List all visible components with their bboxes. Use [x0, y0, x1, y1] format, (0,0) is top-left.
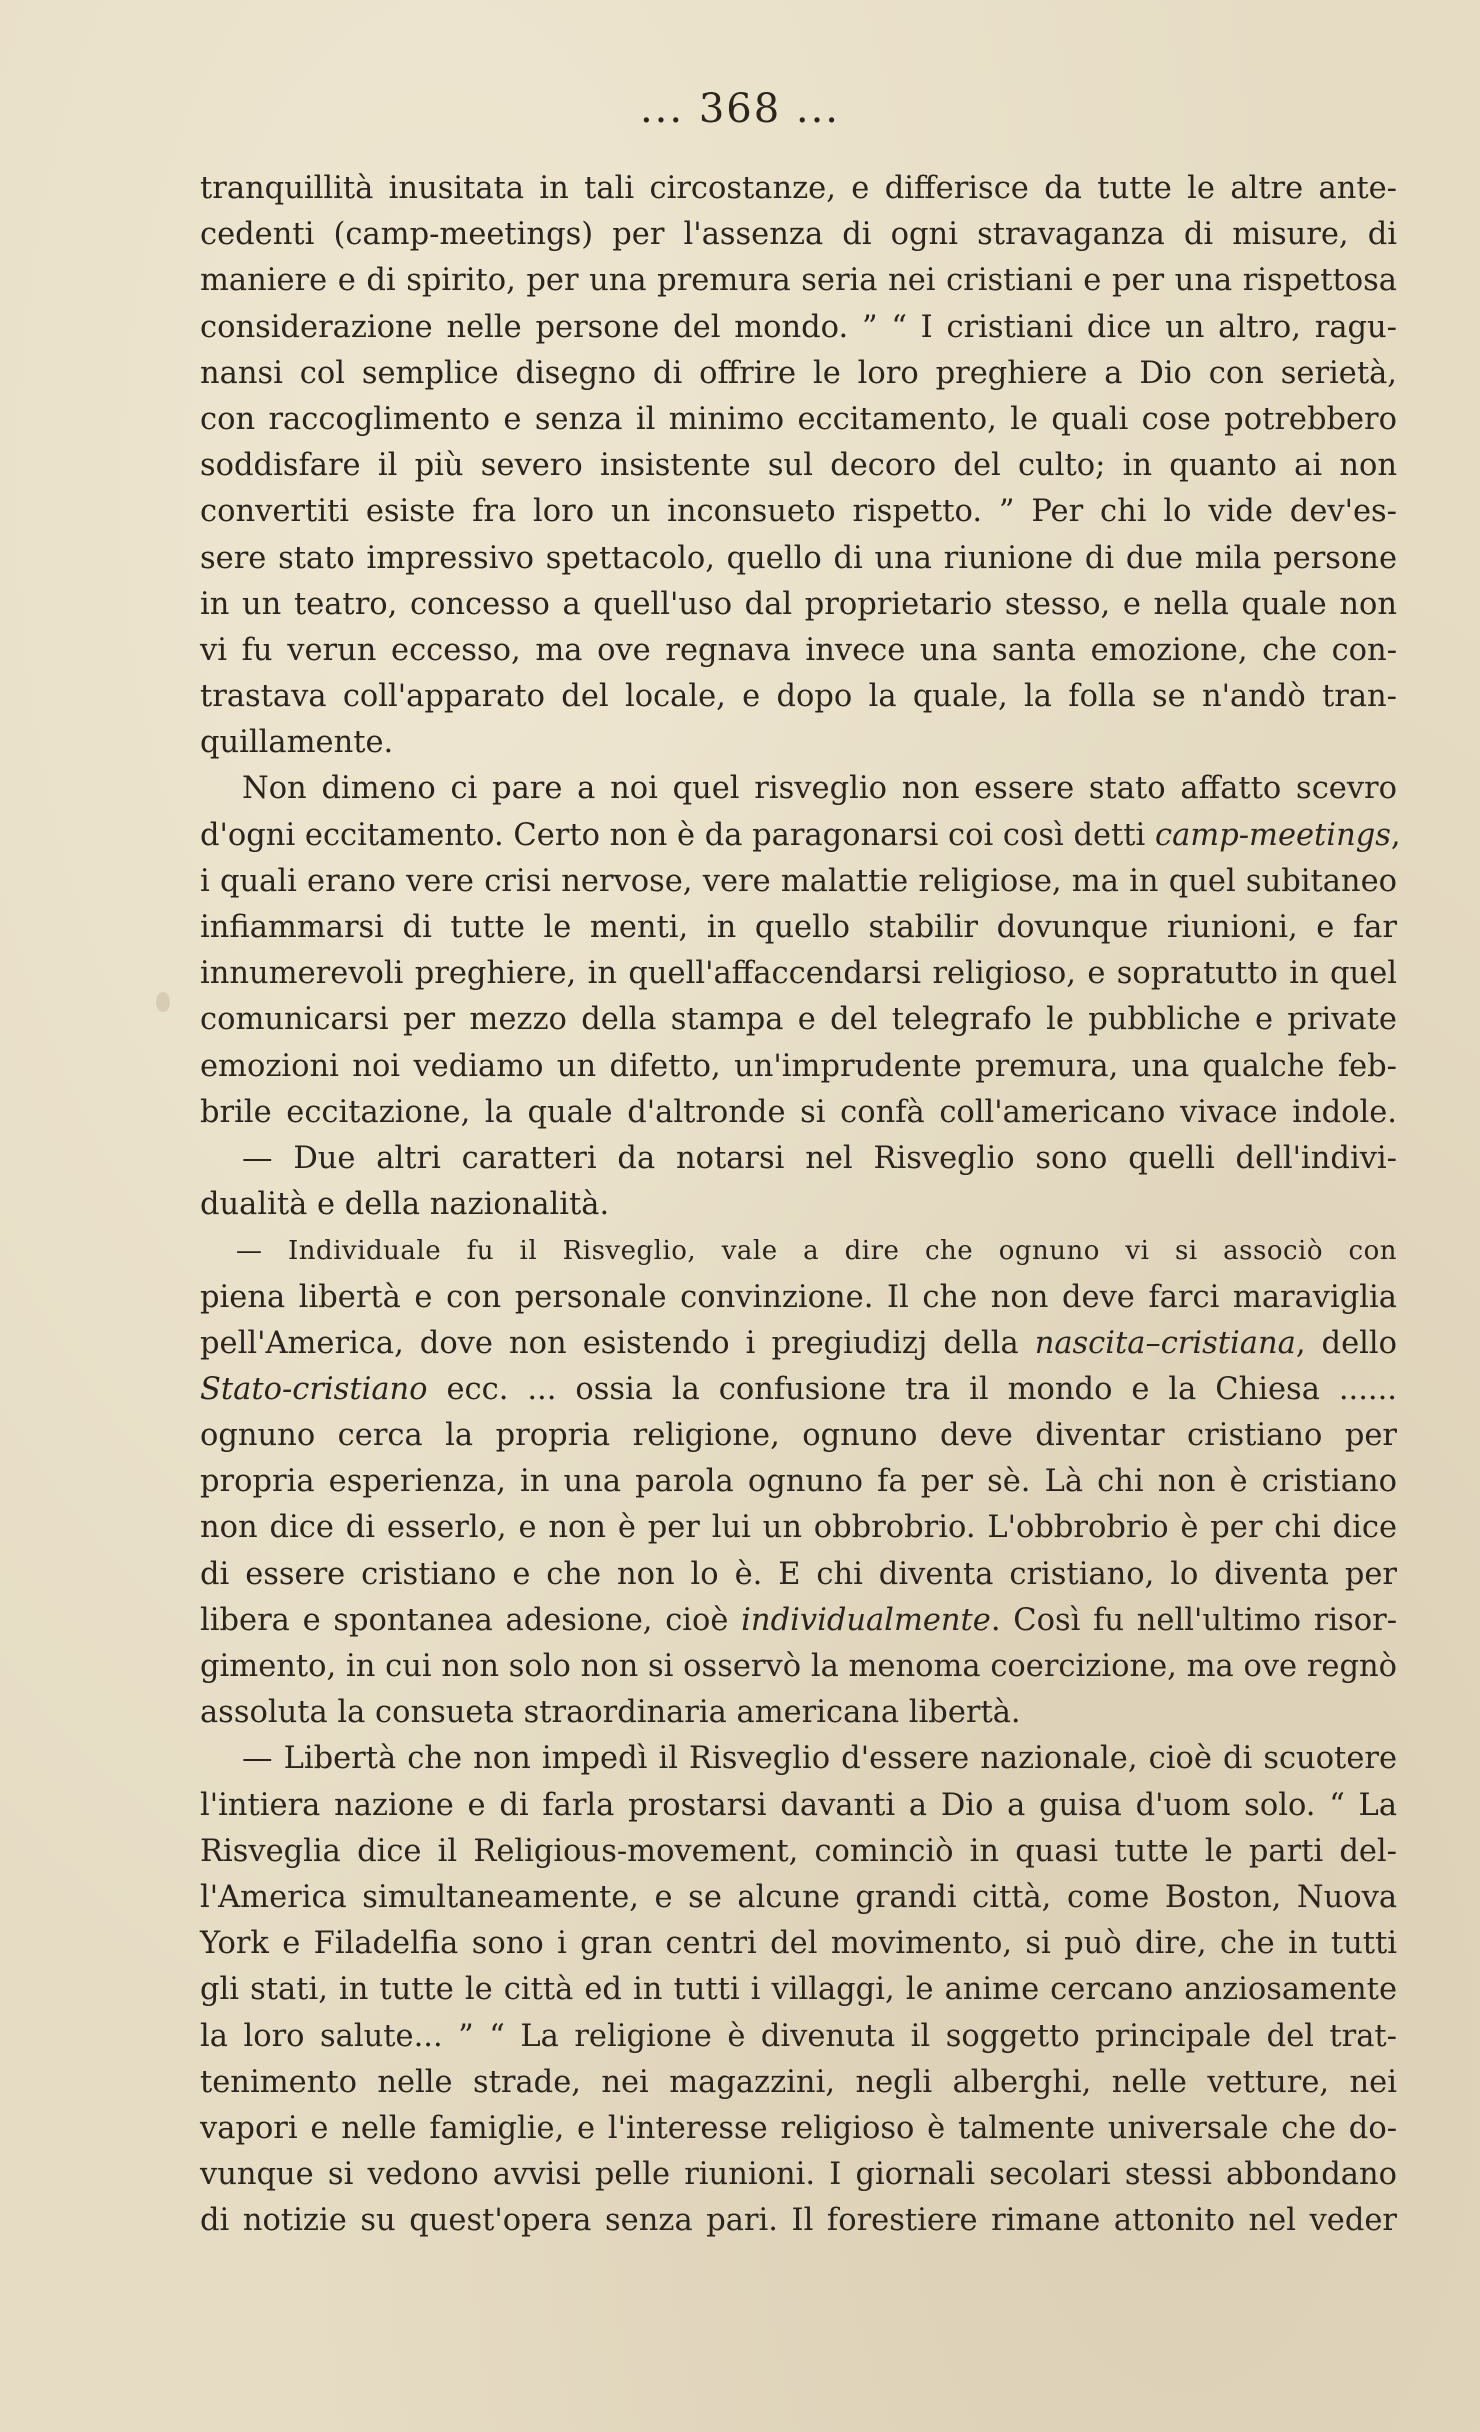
body-text: [200, 166, 1401, 2244]
text-line: [200, 1505, 1397, 1551]
text-segment: ecc. ... ossia la confusione tra il mondo e la Chiesa ......: [427, 1371, 1397, 1407]
text-segment: Non dimeno ci pare a noi quel risveglio non essere stato affatto scevro: [242, 771, 1397, 807]
text-line: [200, 443, 1397, 489]
text-line: [200, 951, 1397, 997]
text-line: [200, 813, 1401, 859]
text-segment: ognuno cerca la propria religione, ognuno deve diventar cristiano per: [200, 1418, 1397, 1454]
text-segment: pell'America, dove non esistendo i pregiudizj della: [200, 1325, 1035, 1361]
text-segment: assoluta la consueta straordinaria americana libertà.: [200, 1695, 1021, 1731]
text-segment: tenimento nelle strade, nei magazzini, negli alberghi, nelle vetture, nei: [200, 2064, 1397, 2100]
text-line: [200, 2106, 1397, 2152]
text-segment: . Così fu nell'ultimo risor-: [990, 1602, 1398, 1638]
text-line: [200, 166, 1397, 212]
text-line: [200, 305, 1397, 351]
text-segment: di essere cristiano e che non lo è. E chi diventa cristiano, lo diventa per: [200, 1556, 1397, 1592]
text-line: [200, 1090, 1397, 1136]
text-segment: York e Filadelfia sono i gran centri del movimento, si può dire, che in tutti: [200, 1926, 1397, 1962]
text-line: [200, 1136, 1397, 1182]
text-segment: brile eccitazione, la quale d'altronde si confà coll'americano vivace indole.: [200, 1094, 1397, 1130]
text-segment: in un teatro, concesso a quell'uso dal proprietario stesso, e nella quale non: [200, 586, 1397, 622]
text-segment: con raccoglimento e senza il minimo eccitamento, le quali cose potrebbero: [200, 401, 1397, 437]
text-line: [200, 212, 1397, 258]
text-line: [200, 2060, 1397, 2106]
text-line: [200, 351, 1397, 397]
text-segment: emozioni noi vediamo un difetto, un'imprudente premura, una qualche feb-: [200, 1048, 1397, 1084]
text-line: [200, 1552, 1397, 1598]
text-line: [200, 628, 1397, 674]
text-segment: — Libertà che non impedì il Risveglio d'essere nazionale, cioè di scuotere: [242, 1741, 1397, 1777]
text-line: [200, 1275, 1397, 1321]
text-segment: dualità e della nazionalità.: [200, 1187, 610, 1223]
text-segment: infiammarsi di tutte le menti, in quello stabilir dovunque riunioni, e far: [200, 910, 1397, 945]
text-line: [200, 1829, 1397, 1875]
text-segment: Risveglia dice il Religious-movement, cominciò in quasi tutte le parti del-: [200, 1833, 1397, 1869]
text-segment: l'America simultaneamente, e se alcune grandi città, come Boston, Nuova: [200, 1879, 1397, 1915]
text-line: [200, 1228, 1397, 1274]
text-line: [200, 1783, 1397, 1829]
text-line: [200, 1690, 1397, 1736]
page-number: ... 368 ...: [639, 86, 841, 132]
text-line: [200, 1644, 1397, 1690]
text-line: [200, 582, 1397, 628]
text-line: [200, 397, 1397, 443]
text-line: [200, 766, 1397, 812]
italic-phrase: nascita–cristiana: [1034, 1325, 1296, 1361]
text-segment: piena libertà e con personale convinzione. Il che non deve farci maraviglia: [200, 1279, 1397, 1315]
text-line: [200, 1875, 1397, 1921]
text-line: [200, 2152, 1397, 2198]
text-segment: nansi col semplice disegno di offrire le loro preghiere a Dio con serietà,: [200, 355, 1397, 391]
text-segment: — Due altri caratteri da notarsi nel Risveglio sono quelli dell'indivi-: [242, 1140, 1397, 1176]
text-line: [200, 1921, 1397, 1967]
text-line: [200, 1321, 1397, 1367]
text-line: [200, 2014, 1397, 2060]
text-line: [200, 1598, 1397, 1644]
text-segment: libera e spontanea adesione, cioè: [200, 1602, 742, 1638]
text-segment: i quali erano vere crisi nervose, vere malattie religiose, ma in quel subitaneo: [200, 863, 1397, 899]
text-segment: trastava coll'apparato del locale, e dopo la quale, la folla se n'andò tran-: [200, 679, 1397, 715]
italic-phrase: individualmente: [741, 1602, 991, 1638]
text-segment: d'ogni eccitamento. Certo non è da paragonarsi coi così detti: [200, 817, 1156, 853]
text-line: [200, 1044, 1397, 1090]
text-line: [200, 905, 1397, 951]
text-segment: convertiti esiste fra loro un inconsueto rispetto. ” Per chi lo vide dev'es-: [200, 494, 1397, 530]
text-segment: cedenti (camp-meetings) per l'assenza di ogni stravaganza di misure, di: [200, 217, 1397, 253]
text-line: [200, 997, 1397, 1043]
text-line: [200, 1413, 1397, 1459]
text-line: [200, 1182, 1397, 1228]
text-line: [200, 1459, 1397, 1505]
text-segment: comunicarsi per mezzo della stampa e del telegrafo le pubbliche e private: [200, 1002, 1397, 1038]
text-line: [200, 1967, 1397, 2013]
text-segment: non dice di esserlo, e non è per lui un obbrobrio. L'obbrobrio è per chi dice: [200, 1510, 1397, 1546]
text-segment: la loro salute... ” “ La religione è divenuta il soggetto principale del trat-: [200, 2018, 1397, 2054]
text-segment: vi fu verun eccesso, ma ove regnava invece una santa emozione, che con-: [200, 632, 1397, 668]
text-segment: vapori e nelle famiglie, e l'interesse religioso è talmente universale che do-: [200, 2110, 1397, 2146]
text-line: [200, 536, 1397, 582]
text-segment: soddisfare il più severo insistente sul decoro del culto; in quanto ai non: [200, 448, 1397, 484]
text-segment: tranquillità inusitata in tali circostanze, e differisce da tutte le altre ante-: [200, 171, 1397, 206]
text-line: [200, 258, 1397, 304]
italic-phrase: camp-meetings: [1155, 817, 1391, 853]
text-segment: sere stato impressivo spettacolo, quello di una riunione di due mila persone: [200, 540, 1397, 576]
text-segment: maniere e di spirito, per una premura seria nei cristiani e per una rispettosa: [200, 263, 1397, 299]
text-segment: , dello: [1295, 1325, 1397, 1361]
text-line: [200, 720, 1397, 766]
text-segment: considerazione nelle persone del mondo. ” “ I cristiani dice un altro, ragu-: [200, 309, 1397, 345]
text-segment: propria esperienza, in una parola ognuno fa per sè. Là chi non è cristiano: [200, 1464, 1397, 1500]
text-line: [200, 2198, 1397, 2244]
text-line: [200, 1367, 1397, 1413]
text-segment: vunque si vedono avvisi pelle riunioni. I giornali secolari stessi abbondano: [200, 2157, 1397, 2193]
text-line: [200, 859, 1397, 905]
text-line: [200, 1736, 1397, 1782]
text-line: [200, 489, 1397, 535]
text-segment: gimento, in cui non solo non si osservò la menoma coercizione, ma ove regnò: [200, 1649, 1397, 1684]
text-segment: di notizie su quest'opera senza pari. Il forestiere rimane attonito nel veder: [200, 2203, 1397, 2239]
text-line: [200, 674, 1397, 720]
italic-phrase: Stato-cristiano: [200, 1371, 428, 1407]
text-segment: quillamente.: [200, 725, 394, 761]
text-segment: gli stati, in tutte le città ed in tutti i villaggi, le anime cercano anziosamente: [200, 1972, 1397, 2008]
text-segment: ,: [1390, 817, 1401, 853]
text-segment: — Individuale fu il Risveglio, vale a dire che ognuno vi si associò con: [236, 1236, 1397, 1267]
text-segment: innumerevoli preghiere, in quell'affaccendarsi religioso, e sopratutto in quel: [200, 956, 1397, 992]
paper-stain: [156, 992, 170, 1012]
text-segment: l'intiera nazione e di farla prostarsi davanti a Dio a guisa d'uom solo. “ La: [200, 1787, 1397, 1823]
